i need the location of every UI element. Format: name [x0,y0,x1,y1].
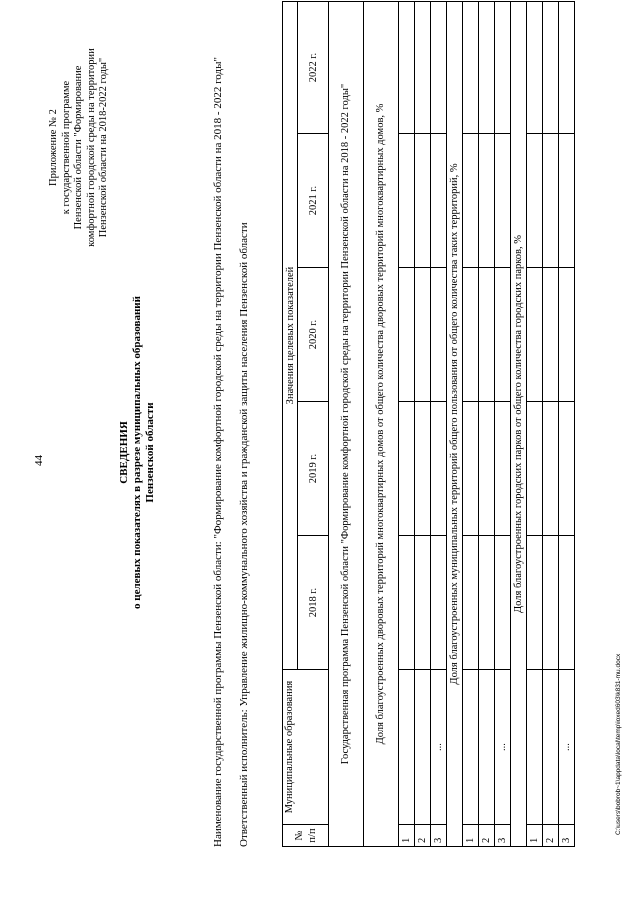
row-number-cell: 2 [415,825,431,847]
value-cell [415,2,431,134]
table-row [463,2,479,847]
value-cell [527,402,543,536]
value-cell [527,536,543,670]
appendix-line: Пензенской области на 2018-2022 годы" [98,57,109,238]
value-cell [399,134,415,268]
value-cell [431,268,447,402]
value-cell [415,536,431,670]
targets-table [282,1,575,847]
table-row [527,2,543,847]
value-cell [543,536,559,670]
value-cell [559,402,575,536]
municipality-cell [415,670,431,825]
row-number-cell: 1 [527,825,543,847]
value-cell [495,134,511,268]
row-number-cell: 3 [431,825,447,847]
value-cell [495,2,511,134]
value-cell [399,402,415,536]
heading-subtitle: о целевых показателях в разрезе муниципальных образований [131,296,143,609]
col-header-municipality: Муниципальные образования [283,670,329,825]
value-cell [399,2,415,134]
table-row [431,2,447,847]
value-cell [463,402,479,536]
section-row [511,2,527,847]
table-header-row [283,2,298,847]
appendix-line: к государственной программе [60,80,72,215]
municipality-cell [399,670,415,825]
value-cell [415,402,431,536]
value-cell [559,268,575,402]
value-cell [527,134,543,268]
col-header-target-values: Значения целевых показателей [283,2,298,670]
value-cell [463,268,479,402]
value-cell [431,134,447,268]
value-cell [559,134,575,268]
section-title-cell: Доля благоустроенных городских парков от общего количества городских парков, % [511,2,527,847]
value-cell [479,2,495,134]
appendix-line: Приложение № 2 [48,109,59,186]
program-title-cell: Государственная программа Пензенской области "Формирование комфортной городской среды на территории Пензенской области на 2018 - 2022 годы" [329,2,364,847]
municipality-cell: ... [431,670,447,825]
section-row [364,2,399,847]
value-cell [463,134,479,268]
value-cell [431,402,447,536]
col-header-year: 2019 г. [298,402,329,536]
appendix-line: Пензенской области "Формирование [73,65,84,230]
value-cell [399,536,415,670]
value-cell [479,536,495,670]
value-cell [415,134,431,268]
value-cell [431,2,447,134]
col-header-number: № п/п [283,825,329,847]
document-heading [118,0,157,905]
col-header-year: 2020 г. [298,268,329,402]
row-number-cell: 3 [559,825,575,847]
value-cell [495,268,511,402]
municipality-cell [463,670,479,825]
row-number-cell: 1 [399,825,415,847]
table-row [495,2,511,847]
appendix-note [48,20,111,275]
file-path-footer: C:\users\bobrob~1\appdata\local\temp\ioxed603\k831-mu.docx [615,653,622,835]
value-cell [495,536,511,670]
col-header-year: 2021 г. [298,134,329,268]
value-cell [527,268,543,402]
municipality-cell: ... [495,670,511,825]
appendix-line: комфортной городской среды на территории [85,48,97,247]
value-cell [527,2,543,134]
col-header-year: 2022 г. [298,2,329,134]
value-cell [463,2,479,134]
value-cell [399,268,415,402]
table-row [479,2,495,847]
row-number-cell: 2 [479,825,495,847]
value-cell [479,402,495,536]
value-cell [431,536,447,670]
value-cell [559,2,575,134]
heading-title: СВЕДЕНИЯ [118,421,130,484]
program-row [329,2,364,847]
municipality-cell [543,670,559,825]
municipality-cell [527,670,543,825]
municipality-cell [479,670,495,825]
table-row [543,2,559,847]
municipality-cell: ... [559,670,575,825]
section-title-cell: Доля благоустроенных муниципальных территорий общего пользования от общего количества таких территорий, % [447,2,463,847]
value-cell [543,402,559,536]
col-header-year: 2018 г. [298,536,329,670]
value-cell [415,268,431,402]
value-cell [543,2,559,134]
program-name: Наименование государственной программы Пензенской области: "Формирование комфортной городской среды на территории Пензенской области на 2018 - 2022 годы" [212,57,224,847]
row-number-cell: 1 [463,825,479,847]
value-cell [463,536,479,670]
section-row [447,2,463,847]
value-cell [495,402,511,536]
table-row [399,2,415,847]
value-cell [479,134,495,268]
responsible-executor: Ответственный исполнитель: Управление жилищно-коммунального хозяйства и гражданской защиты населения Пензенской области [238,222,250,847]
section-title-cell: Доля благоустроенных дворовых территорий многоквартирных домов от общего количества дворовых территорий многоквартирных домов, % [364,2,399,847]
value-cell [479,268,495,402]
table-row [559,2,575,847]
table-row [415,2,431,847]
value-cell [543,134,559,268]
heading-region: Пензенской области [144,402,156,503]
value-cell [543,268,559,402]
page-number: 44 [33,455,45,466]
value-cell [559,536,575,670]
row-number-cell: 2 [543,825,559,847]
row-number-cell: 3 [495,825,511,847]
